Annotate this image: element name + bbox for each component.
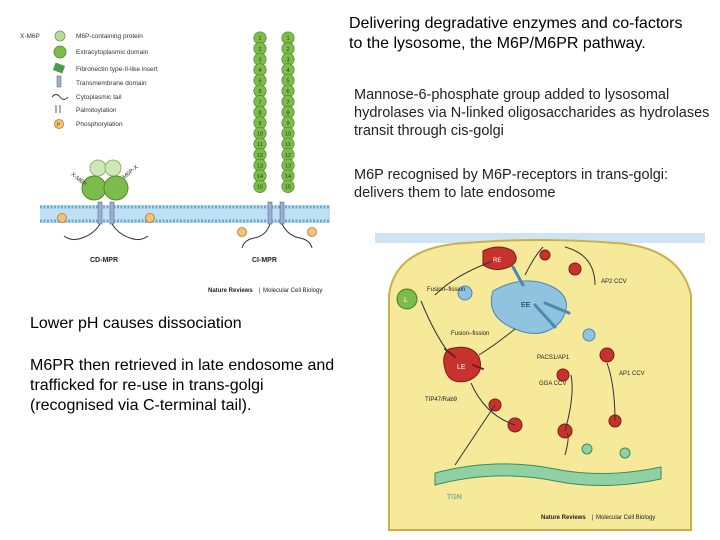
legend-label-fibronectin: Fibronectin type-II-like insert xyxy=(76,66,158,73)
legend-label-extracytoplasmic: Extracytoplasmic domain xyxy=(76,49,149,56)
legend-label-phosphorylation: Phosphorylation xyxy=(76,121,123,128)
label-fusion-fission-1: Fusion–fission xyxy=(427,287,466,293)
legend-label-transmembrane: Transmembrane domain xyxy=(76,80,147,87)
label-fusion-fission-2: Fusion–fission xyxy=(451,331,490,337)
trafficking-cell-figure xyxy=(375,225,705,535)
ci-mpr-domain-number: 11 xyxy=(257,142,263,149)
ci-mpr-domain-number: 9 xyxy=(286,121,290,127)
ci-mpr-domain-number: 1 xyxy=(258,36,262,43)
re-label: RE xyxy=(493,258,502,264)
ci-mpr-domain-number: 6 xyxy=(258,89,262,96)
ci-mpr-domain-number: 1 xyxy=(286,36,290,43)
label-gga-ccv: GGA CCV xyxy=(539,381,567,387)
legend-domain-icon xyxy=(54,46,66,58)
point-m6p-addition: Mannose-6-phosphate group added to lysosomal hydrolases via N-linked oligosaccharides as hydrolases transit through cis-golgi xyxy=(354,87,710,139)
ci-mpr-phospho-site xyxy=(308,228,317,237)
ci-mpr-phospho-site xyxy=(238,228,247,237)
ci-mpr-domain-number: 3 xyxy=(258,57,262,64)
ci-mpr-domain-number: 9 xyxy=(258,121,262,127)
legend-tail-icon xyxy=(52,95,68,100)
ci-mpr-domain-number: 2 xyxy=(258,46,262,53)
le-label: LE xyxy=(457,364,466,371)
label-tip47-rab9: TIP47/Rab9 xyxy=(425,397,458,403)
ci-mpr-domain-number: 13 xyxy=(284,163,292,170)
label-ap2-ccv: AP2 CCV xyxy=(601,279,627,285)
ci-mpr-domain-number: 10 xyxy=(284,131,292,138)
lysosome xyxy=(397,289,417,309)
point-m6p-recognition: M6P recognised by M6P-receptors in trans-golgi: delivers them to late endosome xyxy=(354,167,669,201)
ci-mpr-domain-number: 5 xyxy=(286,78,290,85)
lysosome-label: L xyxy=(404,297,408,304)
ci-mpr-domain-number: 12 xyxy=(284,152,292,159)
legend xyxy=(20,31,158,129)
bottom-credit-subtitle: Molecular Cell Biology xyxy=(596,515,656,521)
ci-mpr-transmembrane xyxy=(268,202,272,224)
ci-mpr-domain-number: 3 xyxy=(286,57,290,64)
bottom-credit-journal: Nature Reviews xyxy=(541,515,586,521)
ci-mpr-domain-number: 8 xyxy=(286,110,290,117)
cd-mpr-label: CD-MPR xyxy=(90,257,118,264)
ci-mpr-domain-number: 7 xyxy=(286,99,290,106)
ci-mpr-domain-number: 14 xyxy=(256,174,264,180)
ci-mpr-domain-number: 4 xyxy=(258,68,262,74)
legend-label-cytoplasmic-tail: Cytoplasmic tail xyxy=(76,94,122,101)
ci-mpr-domain-number: 5 xyxy=(258,78,262,85)
recycling-endosome xyxy=(483,247,516,270)
label-pacs1-ap1: PACS1/AP1 xyxy=(537,355,570,361)
ci-mpr-domain-number: 4 xyxy=(286,68,290,74)
ci-mpr-domain-number: 2 xyxy=(286,46,290,53)
figure-credit-divider: | xyxy=(259,288,261,294)
ci-mpr-transmembrane xyxy=(280,202,284,224)
point-dissociation: Lower pH causes dissociation xyxy=(30,315,242,332)
bottom-credit-divider: | xyxy=(592,515,594,521)
receptor-structure-figure xyxy=(12,0,332,300)
membrane xyxy=(40,205,330,223)
ci-mpr-domain-number: 11 xyxy=(285,142,291,149)
ci-mpr-tail xyxy=(282,224,312,248)
ci-mpr-domain-number: 12 xyxy=(256,152,264,159)
legend-palmitoyl-icon xyxy=(56,105,60,113)
legend-circle-icon xyxy=(55,31,65,41)
legend-label-m6p-protein: M6P-containing protein xyxy=(76,33,143,40)
figure-credit-journal: Nature Reviews xyxy=(208,288,253,294)
ci-mpr-domain-number: 8 xyxy=(258,110,262,117)
legend-phospho-p: P xyxy=(56,122,61,129)
slide-title: Delivering degradative enzymes and co-factors to the lysosome, the M6P/M6PR pathway. xyxy=(349,15,683,52)
ci-mpr-domain-number: 7 xyxy=(258,99,262,106)
point-receptor-retrieval: M6PR then retrieved in late endosome and trafficked for re-use in trans-golgi (recognised via C-terminal tail). xyxy=(30,357,335,414)
ci-mpr-tail xyxy=(242,224,270,248)
figure-credit-subtitle: Molecular Cell Biology xyxy=(263,288,323,294)
legend-transmembrane-icon xyxy=(57,76,61,87)
ee-label: EE xyxy=(521,302,531,309)
cd-mpr-ligand-label-right: M6P-X xyxy=(121,164,140,181)
cd-mpr-ligand-label-left: X-M6P xyxy=(69,171,88,189)
ci-mpr-label: CI-MPR xyxy=(252,257,277,264)
label-ap1-ccv: AP1 CCV xyxy=(619,371,645,377)
tgn-label: TGN xyxy=(447,494,462,501)
legend-fibronectin-icon xyxy=(53,63,65,74)
ci-mpr-domain-number: 13 xyxy=(256,163,264,170)
ci-mpr-domain-number: 14 xyxy=(284,174,292,180)
ci-mpr-domain-number: 10 xyxy=(256,131,264,138)
ci-mpr-domain-number: 15 xyxy=(256,184,264,191)
ci-mpr-domain-number: 15 xyxy=(284,184,292,191)
ci-mpr-domain-number: 6 xyxy=(286,89,290,96)
legend-label-palmitoylation: Palmitoylation xyxy=(76,107,117,114)
legend-symbol-x-m6p: X-M6P xyxy=(20,33,40,40)
